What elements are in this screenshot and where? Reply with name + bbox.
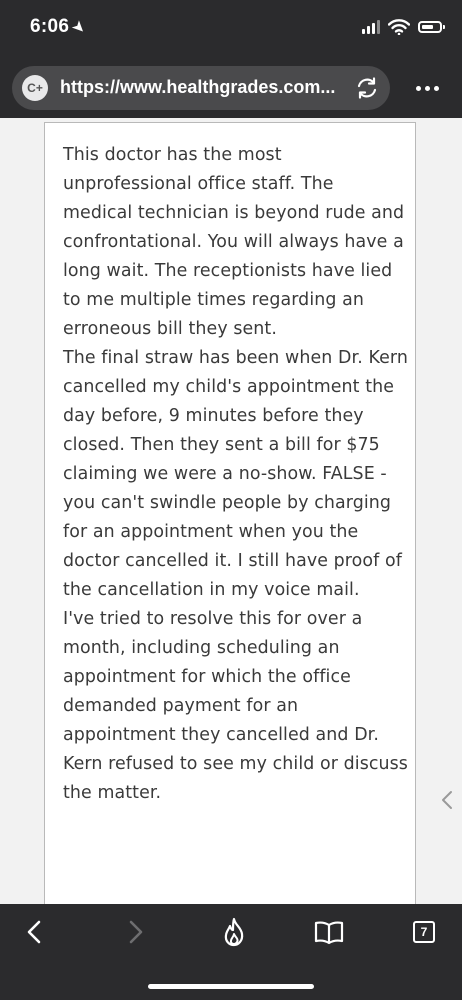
burn-history-button[interactable] <box>216 916 252 948</box>
more-icon[interactable] <box>410 78 444 98</box>
home-indicator <box>148 984 314 989</box>
url-field[interactable] <box>12 66 390 110</box>
back-button[interactable] <box>16 916 52 948</box>
clock-text: 6:06 <box>30 16 70 37</box>
bookmarks-button[interactable] <box>311 916 347 948</box>
url-text[interactable]: https://www.healthgrades.com... <box>60 77 336 97</box>
review-card <box>44 122 416 904</box>
signal-icon <box>362 20 380 34</box>
wifi-icon <box>388 19 410 35</box>
fire-icon <box>221 917 247 947</box>
chevron-left-icon <box>25 919 43 945</box>
tabs-count: 7 <box>413 921 435 943</box>
book-icon <box>313 919 345 945</box>
chevron-right-icon <box>127 919 145 945</box>
status-bar <box>0 0 462 58</box>
location-arrow-icon: ➤ <box>69 17 90 38</box>
forward-button[interactable] <box>118 916 154 948</box>
tabs-button[interactable] <box>406 916 442 948</box>
web-page-content <box>0 118 462 904</box>
battery-icon <box>418 21 442 33</box>
status-time <box>30 16 90 38</box>
status-icons <box>362 18 442 36</box>
review-text: This doctor has the most unprofessional office staff. The medical technician is beyond rude and confrontational. You will always have a long wait. The receptionists have lied to me multiple times regarding an erroneous bill they sent. The final straw has been when Dr. Kern cancelled my child's appointment the day before, 9 minutes before they closed. Then they sent a bill for $75 claiming we were a no-show. FALSE - you can't swindle people by charging for an appointment when you the doctor cancelled it. I still have proof of the cancellation in my voice mail. I've tried to resolve this for over a month, including scheduling an appointment for which the office demanded payment for an appointment they cancelled and Dr. Kern refused to see my child or discuss the matter. <box>63 145 408 803</box>
browser-address-bar <box>0 58 462 118</box>
reload-icon[interactable] <box>354 75 380 101</box>
site-badge-icon[interactable]: C+ <box>22 75 48 101</box>
chevron-left-icon[interactable] <box>440 790 454 810</box>
